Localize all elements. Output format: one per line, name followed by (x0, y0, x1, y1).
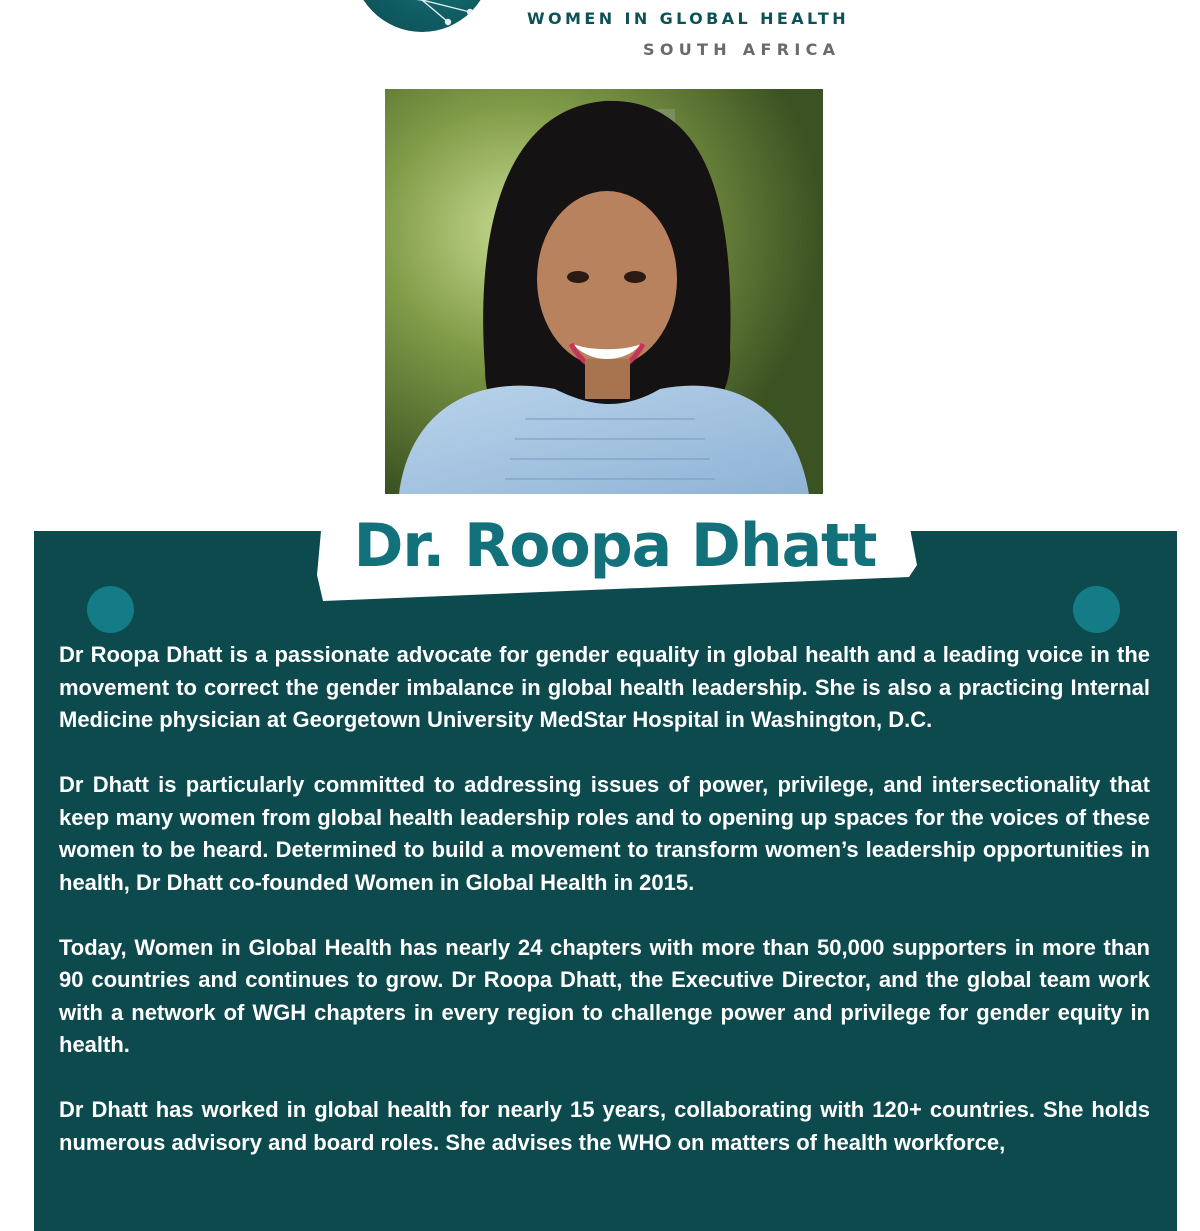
bio-paragraph-4: Dr Dhatt has worked in global health for nearly 15 years, collaborating with 120+ countries. She holds numerous advisory and board roles. She advises the WHO on matters of health workforce, (59, 1097, 1150, 1155)
dandelion-logo-icon (352, 0, 492, 32)
bio-paragraph-2: Dr Dhatt is particularly committed to addressing issues of power, privilege, and intersectionality that keep many women from global health leadership roles and to opening up spaces for the voices of these women to be heard. Determined to build a movement to transform women’s leadership opportunities in health, Dr Dhatt co-founded Women in Global Health in 2015. (59, 772, 1150, 895)
decorative-dot-right (1073, 586, 1120, 633)
portrait-photo (385, 89, 823, 494)
org-region: SOUTH AFRICA (643, 40, 841, 59)
bio-text (59, 639, 1150, 1192)
decorative-dot-left (87, 586, 134, 633)
org-name: WOMEN IN GLOBAL HEALTH (527, 9, 850, 28)
name-banner (313, 505, 917, 601)
profile-name: Dr. Roopa Dhatt (353, 511, 877, 581)
bio-paragraph-3: Today, Women in Global Health has nearly 24 chapters with more than 50,000 supporters in more than 90 countries and continues to grow. Dr Roopa Dhatt, the Executive Director, and the global team work with a network of WGH chapters in every region to challenge power and privilege for gender equity in health. (59, 934, 1150, 1057)
bio-paragraph-1: Dr Roopa Dhatt is a passionate advocate for gender equality in global health and a leading voice in the movement to correct the gender imbalance in global health leadership. She is also a practicing Internal Medicine physician at Georgetown University MedStar Hospital in Washington, D.C. (59, 642, 1150, 732)
